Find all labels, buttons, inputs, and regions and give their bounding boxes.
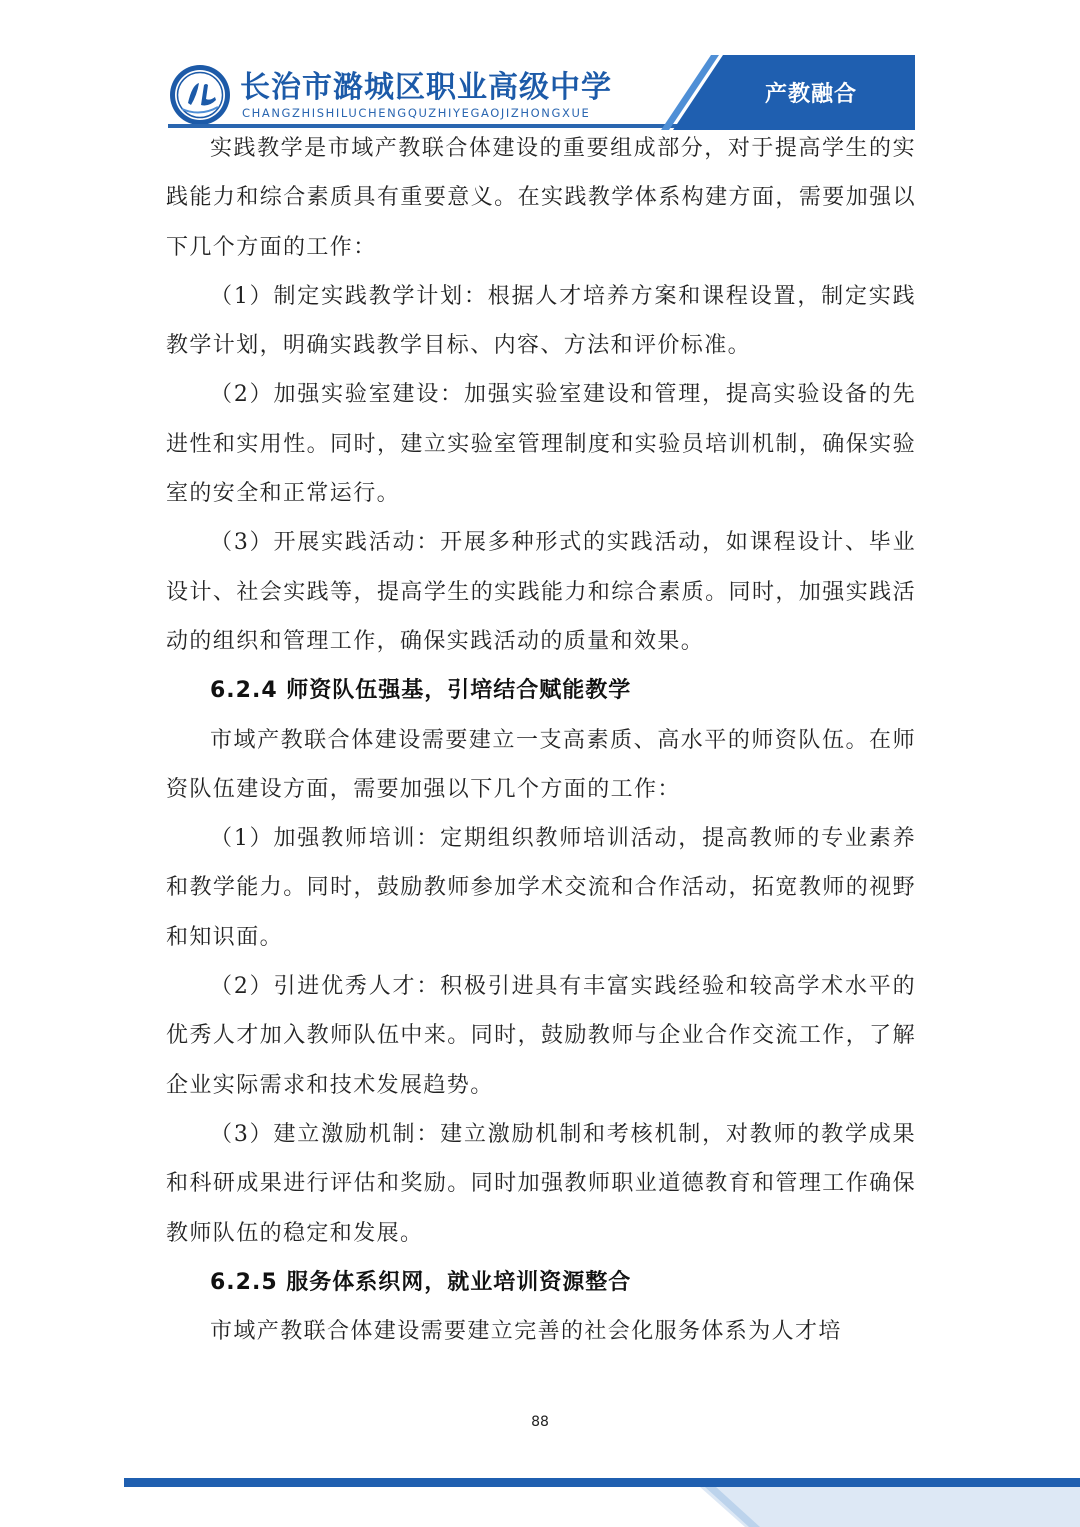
body-paragraph: （2）引进优秀人才：积极引进具有丰富实践经验和较高学术水平的优秀人才加入教师队伍中来。同时，鼓励教师与企业合作交流工作，了解企业实际需求和技术发展趋势。 [166,974,916,1098]
footer-band [0,1470,1080,1527]
school-name-pinyin: CHANGZHISHILUCHENGQUZHIYEGAOJIZHONGXUE [242,106,591,120]
page-header [0,0,1080,140]
body-paragraph: （3）建立激励机制：建立激励机制和考核机制，对教师的教学成果和科研成果进行评估和奖励。同时加强教师职业道德教育和管理工作确保教师队伍的稳定和发展。 [166,1121,916,1246]
body-paragraph: （1）制定实践教学计划：根据人才培养方案和课程设置，制定实践教学计划，明确实践教学目标、内容、方法和评价标准。 [166,283,916,359]
body-paragraph: （3）开展实践活动：开展多种形式的实践活动，如课程设计、毕业设计、社会实践等，提高学生的实践能力和综合素质。同时，加强实践活动的组织和管理工作，确保实践活动的质量和效果。 [166,530,916,654]
section-tag: 产教融合 [765,82,858,107]
section-heading-6-2-5: 6.2.5 服务体系织网，就业培训资源整合 [210,1269,632,1295]
school-emblem-icon [168,63,232,127]
body-paragraph: 实践教学是市域产教联合体建设的重要组成部分，对于提高学生的实践能力和综合素质具有重要意义。在实践教学体系构建方面，需要加强以下几个方面的工作： [166,136,916,260]
school-name: 长治市潞城区职业高级中学 [240,70,612,105]
body-paragraph: （2）加强实验室建设：加强实验室建设和管理，提高实验设备的先进性和实用性。同时，建立实验室管理制度和实验员培训机制，确保实验室的安全和正常运行。 [166,382,916,507]
body-paragraph: 市域产教联合体建设需要建立完善的社会化服务体系为人才培 [210,1319,842,1345]
page-content [166,124,916,1356]
body-paragraph: 市域产教联合体建设需要建立一支高素质、高水平的师资队伍。在师资队伍建设方面，需要加强以下几个方面的工作： [166,727,916,802]
page-number: 88 [531,1414,549,1430]
body-paragraph: （1）加强教师培训：定期组织教师培训活动，提高教师的专业素养和教学能力。同时，鼓励教师参加学术交流和合作活动，拓宽教师的视野和知识面。 [166,826,916,950]
section-heading-6-2-4: 6.2.4 师资队伍强基，引培结合赋能教学 [210,678,632,704]
